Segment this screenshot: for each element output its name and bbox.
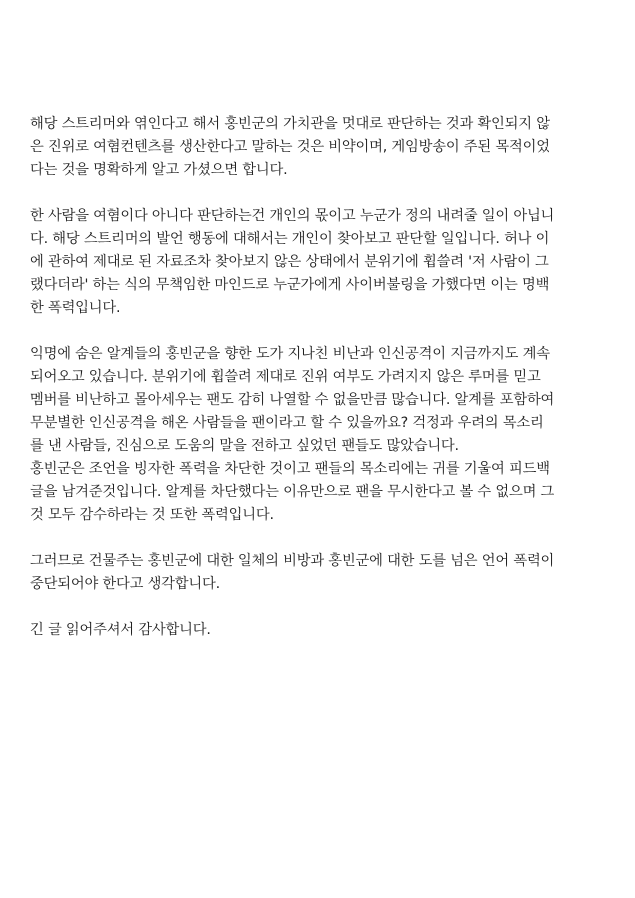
closing-paragraph [30, 619, 620, 642]
text-line: 글을 남겨준것입니다. 알계를 차단했다는 이유만으로 팬을 무시한다고 볼 수 없으며 그 [30, 484, 555, 500]
text-line: 은 진위로 여혐컨텐츠를 생산한다고 말하는 것은 비약이며, 게임방송이 주된 목적이었 [30, 139, 550, 155]
text-line: 한 사람을 여혐이다 아니다 판단하는건 개인의 몫이고 누군가 정의 내려줄 일이 아닙니 [30, 208, 555, 224]
paragraph-3 [30, 343, 620, 527]
text-line: 긴 글 읽어주셔서 감사합니다. [30, 622, 211, 638]
paragraph-4 [30, 550, 620, 596]
text-line: 것 모두 감수하라는 것 또한 폭력입니다. [30, 507, 274, 523]
text-line: 되어오고 있습니다. 분위기에 휩쓸려 제대로 진위 여부도 가려지지 않은 루머를 믿고 [30, 369, 541, 385]
text-line: 랬다더라' 하는 식의 무책임한 마인드로 누군가에게 사이버불링을 가했다면 이는 명백 [30, 277, 550, 293]
text-line: 무분별한 인신공격을 해온 사람들을 팬이라고 할 수 있을까요? 걱정과 우려의 목소리 [30, 415, 544, 431]
text-line: 다. 해당 스트리머의 발언 행동에 대해서는 개인이 찾아보고 판단할 일입니다. 허나 이 [30, 231, 550, 247]
text-line: 중단되어야 한다고 생각합니다. [30, 576, 220, 592]
text-line: 익명에 숨은 알계들의 홍빈군을 향한 도가 지나친 비난과 인신공격이 지금까지도 계속 [30, 346, 550, 362]
text-line: 다는 것을 명확하게 알고 가셨으면 합니다. [30, 162, 288, 178]
text-line: 에 관하여 제대로 된 자료조차 찾아보지 않은 상태에서 분위기에 휩쓸려 '저 사람이 그 [30, 254, 549, 270]
text-line: 멤버를 비난하고 몰아세우는 팬도 감히 나열할 수 없을만큼 많습니다. 알계를 포함하여 [30, 392, 555, 408]
paragraph-2 [30, 205, 620, 320]
text-line: 를 낸 사람들, 진심으로 도움의 말을 전하고 싶었던 팬들도 많았습니다. [30, 438, 459, 454]
paragraph-1 [30, 113, 620, 182]
text-line: 한 폭력입니다. [30, 300, 121, 316]
document-body [30, 113, 620, 665]
text-line: 홍빈군은 조언을 빙자한 폭력을 차단한 것이고 팬들의 목소리에는 귀를 기울여 피드백 [30, 461, 550, 477]
text-line: 그러므로 건물주는 홍빈군에 대한 일체의 비방과 홍빈군에 대한 도를 넘은 언어 폭력이 [30, 553, 555, 569]
text-line: 해당 스트리머와 엮인다고 해서 홍빈군의 가치관을 멋대로 판단하는 것과 확인되지 않 [30, 116, 550, 132]
